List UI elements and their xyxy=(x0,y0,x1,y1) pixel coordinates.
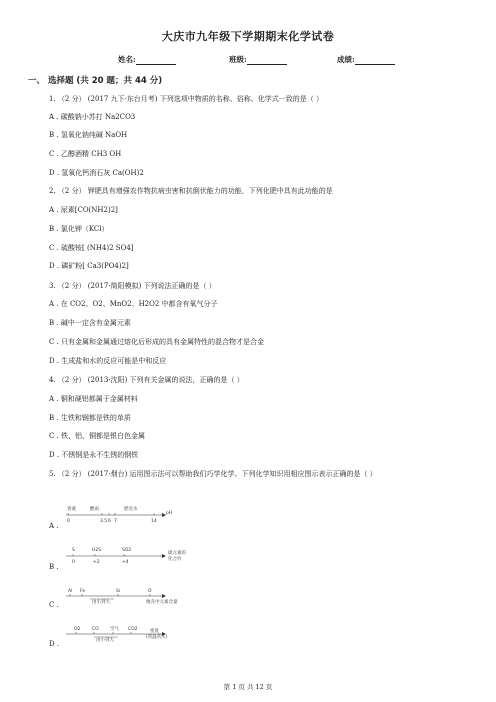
figure-b-axis-note-2: 化合价 xyxy=(168,557,182,562)
question-1-option-d: D . 氢氧化钙消石灰 Ca(OH)2 xyxy=(49,169,144,177)
figure-d-density-line xyxy=(62,624,192,648)
question-1-option-c: C . 乙醇酒精 CH3 OH xyxy=(49,150,122,158)
figure-c-label-al: Al xyxy=(68,589,73,594)
figure-a-tick-14: 14 xyxy=(151,519,157,524)
question-3-option-b: B . 碱中一定含有金属元素 xyxy=(49,319,131,327)
figure-a-tick-3-5: 3.5 xyxy=(100,519,108,524)
score-field xyxy=(337,54,395,65)
figure-b-label-s: S xyxy=(72,548,75,553)
figure-a-label-acid-rain: 酸雨 xyxy=(90,507,99,512)
figure-d-label-co2: CO2 xyxy=(128,627,138,632)
question-5-option-b: B . xyxy=(49,563,59,571)
figure-c-arrowhead xyxy=(162,594,166,598)
figure-b-label-h2s: H2S xyxy=(92,548,102,553)
figure-a-ph-scale xyxy=(62,503,172,527)
question-1-option-b: B . 氢氧化钠纯碱 NaOH xyxy=(49,131,128,139)
question-4-option-c: C . 铁、铝、铜都是银白色金属 xyxy=(49,432,146,440)
section-heading: 一、 选择题 (共 20 题；共 44 分) xyxy=(28,76,163,86)
question-2-option-a: A . 尿素[CO(NH2)2] xyxy=(49,206,118,214)
question-5-option-c: C . xyxy=(49,601,59,609)
figure-b-label-so2: SO2 xyxy=(122,548,132,553)
name-blank xyxy=(136,56,176,65)
page-footer: 第 1 页 共 12 页 xyxy=(223,683,273,691)
exam-title: 大庆市九年级下学期期末化学试卷 xyxy=(161,30,335,43)
name-label: 姓名: xyxy=(118,55,136,64)
question-5-option-d: D . xyxy=(49,640,60,648)
question-3-option-a: A . 在 CO2、O2、MnO2、H2O2 中都含有氧气分子 xyxy=(49,300,218,308)
figure-c-label-si: Si xyxy=(116,589,121,594)
figure-b-tick-plus4: +4 xyxy=(122,560,129,565)
class-blank xyxy=(247,56,287,65)
question-4-stem: 4. （2 分） (2013·沈阳) 下列有关金属的说法，正确的是（ ） xyxy=(49,376,244,384)
figure-b-valence-line xyxy=(62,544,192,570)
question-1-option-a: A . 碳酸钠小苏打 Na2CO3 xyxy=(49,113,136,121)
name-field xyxy=(118,54,176,65)
figure-d-arrow-label: 由小到大 xyxy=(96,638,114,643)
figure-d-label-o2: O2 xyxy=(74,627,81,632)
question-2-option-d: D . 磷矿粉[ Ca3(PO4)2] xyxy=(49,262,129,270)
question-3-option-c: C . 只有金属和金属通过熔化后形成的具有金属特性的混合物才是合金 xyxy=(49,338,265,346)
figure-a-tick-7: 7 xyxy=(114,519,117,524)
question-1-stem: 1. （2 分） (2017 九下·东台月考) 下列选项中物质的名称、俗称、化学式一致的是（ ） xyxy=(49,95,323,103)
score-label: 成绩: xyxy=(337,55,355,64)
figure-d-label-co: CO xyxy=(92,627,99,632)
figure-a-label-gastric: 胃液 xyxy=(67,507,76,512)
figure-c-label-fe: Fe xyxy=(80,589,86,594)
figure-c-arrow-label: 由小到大 xyxy=(92,600,110,605)
figure-d-axis-note-2: (常温常压) xyxy=(146,635,168,640)
figure-a-axis-label: pH xyxy=(166,511,172,516)
question-4-option-d: D . 不锈钢是永不生锈的钢铁 xyxy=(49,451,139,459)
figure-a-tick-6: 6 xyxy=(108,519,111,524)
figure-d-axis-note-1: 密度 xyxy=(150,629,159,634)
figure-c-label-o: O xyxy=(148,589,152,594)
question-5-option-a: A . xyxy=(49,522,59,530)
figure-b-tick-plus2: +2 xyxy=(93,560,100,565)
figure-b-axis-note-1: 硫元素的 xyxy=(168,551,186,556)
figure-a-label-soap: 肥皂水 xyxy=(124,507,138,512)
question-4-option-b: B . 生铁和钢都是铁的单质 xyxy=(49,414,131,422)
figure-c-axis-note: 地壳中元素含量 xyxy=(146,600,178,605)
question-2-stem: 2. （2 分） 钾肥具有增强农作物抗病虫害和抗倒伏能力的功能，下列化肥中具有此功能的是 xyxy=(49,187,333,195)
question-5-stem: 5. （2 分） (2017·烟台) 运用图示法可以帮助我们巧学化学。下列化学知识用相应图示表示正确的是（ ） xyxy=(49,470,377,478)
class-field xyxy=(229,54,287,65)
figure-b-tick-0: 0 xyxy=(72,560,75,565)
figure-d-label-air: 空气 xyxy=(110,627,119,632)
figure-b-arrowhead xyxy=(162,554,166,558)
question-2-option-b: B . 氯化钾（KCl） xyxy=(49,225,109,233)
question-2-option-c: C . 硫酸铵[ (NH4)2 SO4] xyxy=(49,244,134,252)
class-label: 班级: xyxy=(229,55,247,64)
question-4-option-a: A . 铜和硬铝都属于金属材料 xyxy=(49,395,138,403)
score-blank xyxy=(355,56,395,65)
figure-c-abundance-line xyxy=(62,586,192,608)
question-3-stem: 3. （2 分） (2017·简阳模拟) 下列说法正确的是（ ） xyxy=(49,282,216,290)
figure-a-tick-0: 0 xyxy=(67,519,70,524)
question-3-option-d: D . 生成盐和水的反应可能是中和反应 xyxy=(49,357,167,365)
